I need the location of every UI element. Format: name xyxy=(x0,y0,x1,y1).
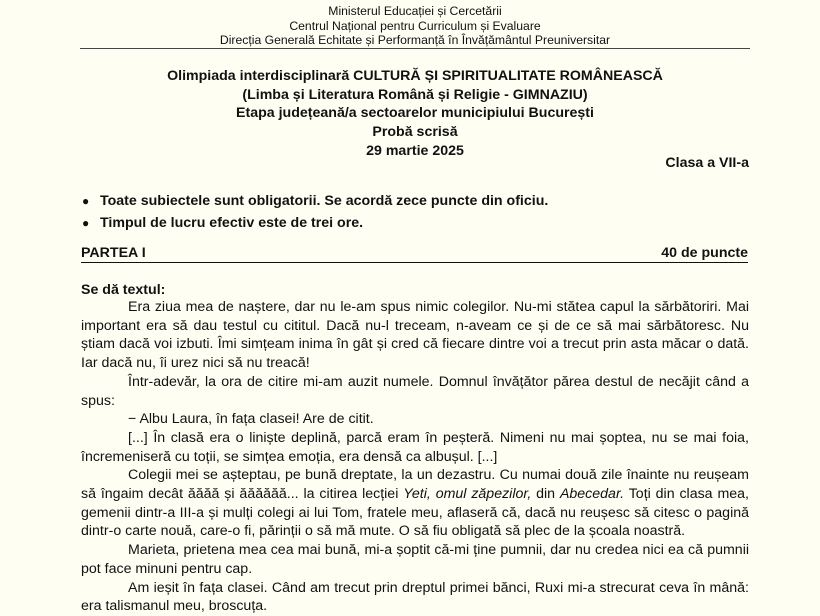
title-subjects: (Limba și Literatura Română și Religie - GIMNAZIU) xyxy=(242,86,588,103)
title-stage: Etapa județeană/a sectoarelor municipiului București xyxy=(236,105,594,122)
book-title: Abecedar. xyxy=(559,486,625,503)
part-points: 40 de puncte xyxy=(661,245,748,261)
bullet-icon: ● xyxy=(82,194,90,208)
header-line-ministry: Ministerul Educației și Cercetării xyxy=(328,4,502,18)
instruction-item xyxy=(82,212,752,234)
text-paragraph: Am ieșit în fața clasei. Când am trecut prin dreptul primei bănci, Ruxi mi-a strecurat ceva în mână: era talismanul meu, broscuța. xyxy=(81,579,749,615)
instructions-list xyxy=(82,190,752,234)
paragraph-text: Colegii mei se așteptau, pe bună dreptate, la un dezastru. Cu numai două zile înainte nu reușeam să îngaim decât ăăăă și ăăăăăă... la citirea lecției xyxy=(81,467,749,503)
class-label: Clasa a VII-a xyxy=(665,155,749,171)
header-divider xyxy=(80,48,750,49)
bullet-icon: ● xyxy=(82,216,90,230)
instruction-item xyxy=(82,190,752,212)
text-paragraph: Într-adevăr, la ora de citire mi-am auzit numele. Domnul învățător părea destul de necăjit când a spus: xyxy=(81,373,749,409)
text-paragraph xyxy=(81,466,749,541)
title-olympiad: Olimpiada interdisciplinară CULTURĂ ȘI SPIRITUALITATE ROMÂNEASCĂ xyxy=(167,68,663,84)
literary-text xyxy=(81,298,749,616)
paragraph-text: Toți din clasa mea, gemenii dintr-a III-a și mulți colegi ai lui Tom, fratele meu, aflaseră că, dacă nu reușesc să citesc o pagină dintr-o carte nouă, care-o fi, părinții o să mă mute. O să fiu obligată să plec de la școala noastră. xyxy=(81,486,749,540)
dialogue-line: − Albu Laura, în fața clasei! Are de citit. xyxy=(128,411,374,428)
lesson-title: Yeti, omul zăpezilor, xyxy=(403,486,532,503)
paragraph-text: din xyxy=(531,486,560,503)
header-line-directorate: Direcția Generală Echitate și Performanță în Învățământul Preuniversitar xyxy=(219,33,611,48)
part-header xyxy=(81,245,748,263)
exam-title xyxy=(80,67,750,161)
title-date: 29 martie 2025 xyxy=(366,142,464,159)
instruction-text: Timpul de lucru efectiv este de trei ore. xyxy=(100,215,364,231)
part-name: PARTEA I xyxy=(81,245,146,261)
header-line-center: Centrul Național pentru Curriculum și Evaluare xyxy=(289,18,541,33)
text-paragraph: Era ziua mea de naștere, dar nu le-am spus nimic colegilor. Nu-mi stătea capul la sărbătoriri. Mai important era să dau testul cu cititul. Dacă nu-l treceam, n-aveam ce și de ce să mai sărbătoresc. Nu știam dacă voi izbuti. Îmi simțeam inima în gât și cred că fiecare dintre voi a trecut prin asta măcar o dată. Iar dacă nu, îi urez nici să nu treacă! xyxy=(81,299,749,372)
text-paragraph: Marieta, prietena mea cea mai bună, mi-a șoptit că-mi ține pumnii, dar nu credea nici ea că pumnii pot face minuni pentru cap. xyxy=(81,542,749,577)
ministry-header xyxy=(80,4,750,48)
title-test-type: Probă scrisă xyxy=(372,124,458,141)
instruction-text: Toate subiectele sunt obligatorii. Se acordă zece puncte din oficiu. xyxy=(100,193,549,209)
text-paragraph: [...] În clasă era o liniște deplină, parcă eram în peșteră. Nimeni nu mai șoptea, nu se mai foia, încremeniseră cu toții, se simțea emoția, era densă ca albușul. [...] xyxy=(81,429,749,465)
text-label: Se dă textul: xyxy=(81,282,166,298)
